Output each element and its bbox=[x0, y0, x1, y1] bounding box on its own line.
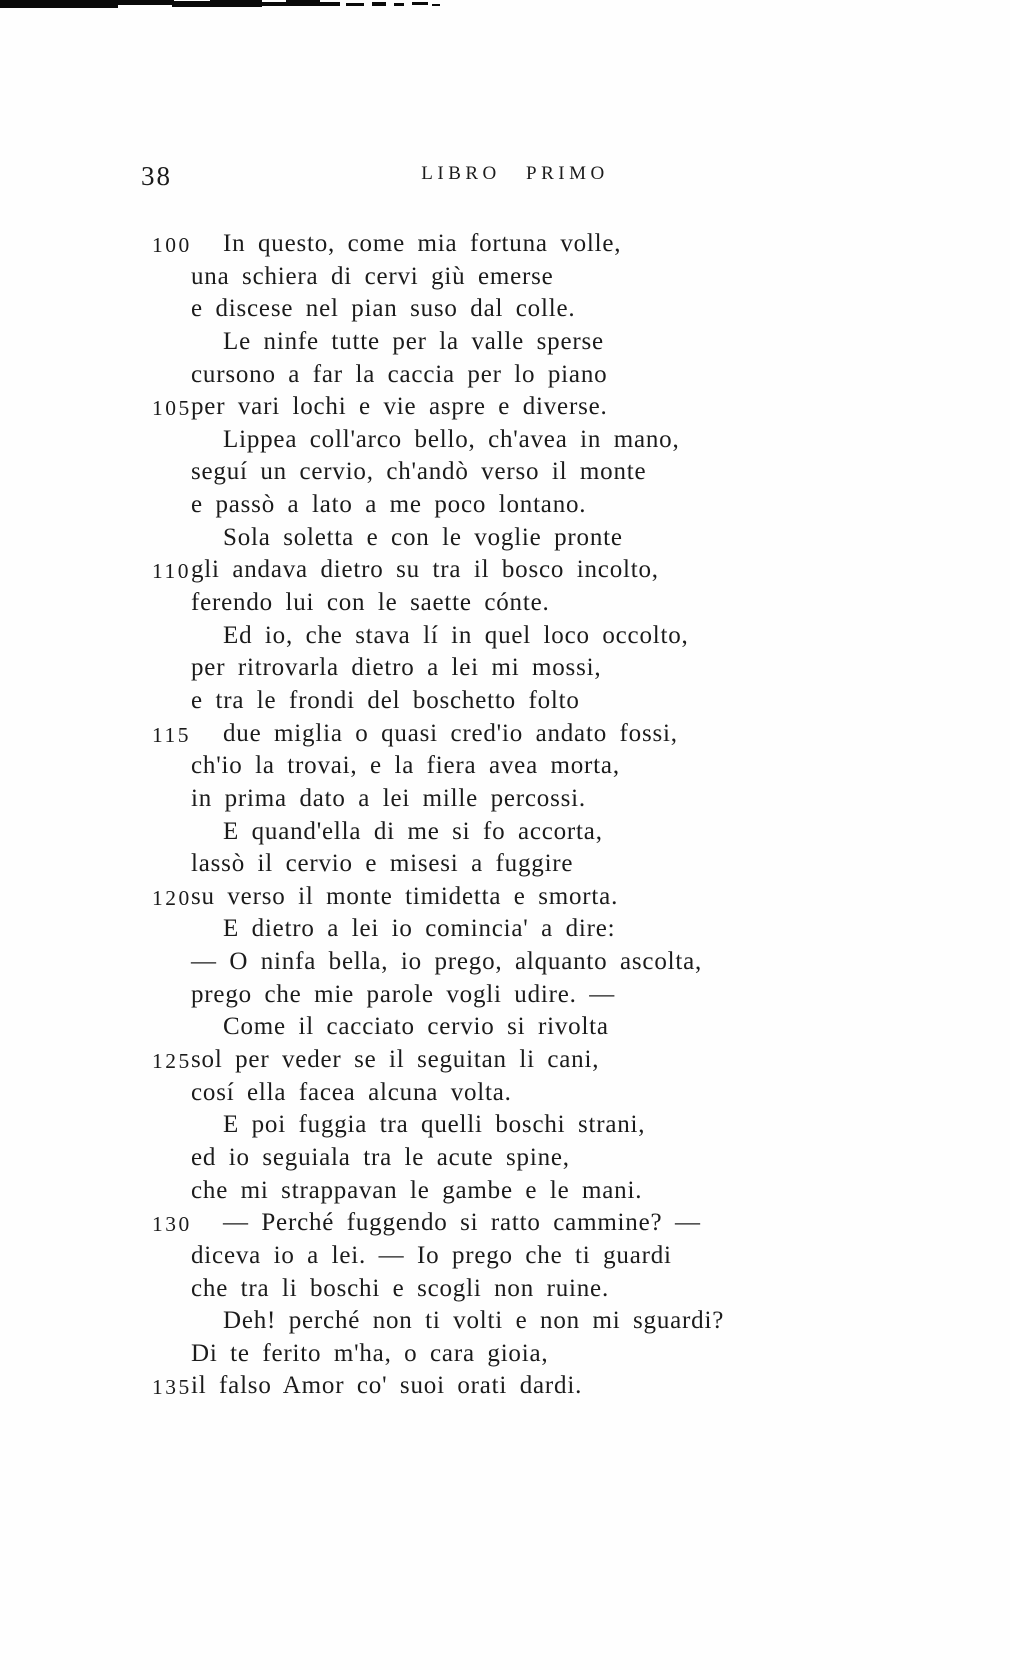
verse-text: una schiera di cervi giù emerse bbox=[191, 262, 554, 290]
verse-text: e discese nel pian suso dal colle. bbox=[191, 295, 576, 323]
verse-number: 135 bbox=[152, 1375, 192, 1400]
verse-text: diceva io a lei. — Io prego che ti guardi bbox=[191, 1241, 672, 1269]
poem-line bbox=[0, 1044, 1010, 1077]
poem-line bbox=[0, 881, 1010, 914]
poem-line bbox=[0, 913, 1010, 946]
poem-line bbox=[0, 750, 1010, 783]
verse-text: Sola soletta e con le voglie pronte bbox=[223, 523, 623, 551]
verse-text: per ritrovarla dietro a lei mi mossi, bbox=[191, 654, 602, 682]
verse-text: lassò il cervio e misesi a fuggire bbox=[191, 850, 574, 878]
verse-text: Lippea coll'arco bello, ch'avea in mano, bbox=[223, 425, 680, 453]
verse-text: — O ninfa bella, io prego, alquanto ascolta, bbox=[191, 948, 703, 976]
poem-line bbox=[0, 816, 1010, 849]
verse-number: 110 bbox=[152, 559, 191, 584]
poem-line bbox=[0, 424, 1010, 457]
poem-line bbox=[0, 554, 1010, 587]
poem-line bbox=[0, 946, 1010, 979]
verse-text: ferendo lui con le saette cónte. bbox=[191, 589, 550, 617]
verse-text: su verso il monte timidetta e smorta. bbox=[191, 882, 619, 910]
poem-line bbox=[0, 685, 1010, 718]
poem-line bbox=[0, 228, 1010, 261]
poem-line bbox=[0, 456, 1010, 489]
verse-text: cursono a far la caccia per lo piano bbox=[191, 360, 608, 388]
verse-number: 120 bbox=[152, 885, 192, 910]
poem-line bbox=[0, 979, 1010, 1012]
verse-text: cosí ella facea alcuna volta. bbox=[191, 1078, 512, 1106]
poem-line bbox=[0, 848, 1010, 881]
poem-line bbox=[0, 261, 1010, 294]
verse-text: ch'io la trovai, e la fiera avea morta, bbox=[191, 752, 620, 780]
verse-text: due miglia o quasi cred'io andato fossi, bbox=[223, 719, 678, 747]
verse-text: Deh! perché non ti volti e non mi sguardi? bbox=[223, 1307, 725, 1335]
poem-line bbox=[0, 1077, 1010, 1110]
verse-text: E quand'ella di me si fo accorta, bbox=[223, 817, 603, 845]
verse-text: il falso Amor co' suoi orati dardi. bbox=[191, 1372, 583, 1400]
verse-number: 105 bbox=[152, 396, 192, 421]
verse-text: E dietro a lei io comincia' a dire: bbox=[223, 915, 616, 943]
poem-line bbox=[0, 1011, 1010, 1044]
verse-number: 100 bbox=[152, 233, 192, 257]
verse-text: seguí un cervio, ch'andò verso il monte bbox=[191, 458, 647, 486]
scan-edge-artifact bbox=[0, 0, 450, 14]
verse-text: ed io seguiala tra le acute spine, bbox=[191, 1143, 570, 1171]
verse-text: e tra le frondi del boschetto folto bbox=[191, 686, 580, 714]
verse-text: prego che mie parole vogli udire. — bbox=[191, 980, 616, 1008]
poem-line bbox=[0, 1142, 1010, 1175]
verse-text: che tra li boschi e scogli non ruine. bbox=[191, 1274, 610, 1302]
poem-line bbox=[0, 1305, 1010, 1338]
verse-text: Le ninfe tutte per la valle sperse bbox=[223, 327, 604, 355]
poem-line bbox=[0, 326, 1010, 359]
verse-text: che mi strappavan le gambe e le mani. bbox=[191, 1176, 643, 1204]
poem-line bbox=[0, 522, 1010, 555]
poem-line bbox=[0, 1240, 1010, 1273]
poem-line bbox=[0, 1370, 1010, 1403]
poem-line bbox=[0, 652, 1010, 685]
poem-line bbox=[0, 620, 1010, 653]
poem-line bbox=[0, 1338, 1010, 1371]
poem-line bbox=[0, 489, 1010, 522]
verse-number: 125 bbox=[152, 1049, 192, 1074]
poem-text bbox=[0, 228, 1010, 1403]
poem-line bbox=[0, 1175, 1010, 1208]
poem-line bbox=[0, 293, 1010, 326]
poem-line bbox=[0, 783, 1010, 816]
page-number: 38 bbox=[141, 161, 172, 191]
verse-text: Come il cacciato cervio si rivolta bbox=[223, 1013, 609, 1041]
poem-line bbox=[0, 718, 1010, 751]
poem-line bbox=[0, 587, 1010, 620]
verse-text: Ed io, che stava lí in quel loco occolto, bbox=[223, 621, 689, 649]
torn-edge-graphic bbox=[0, 0, 450, 14]
verse-text: gli andava dietro su tra il bosco incolto, bbox=[191, 556, 659, 584]
verse-text: e passò a lato a me poco lontano. bbox=[191, 491, 587, 519]
poem-line bbox=[0, 1273, 1010, 1306]
verse-text: per vari lochi e vie aspre e diverse. bbox=[191, 393, 608, 421]
running-title: LIBRO PRIMO bbox=[421, 163, 609, 184]
verse-text: sol per veder se il seguitan li cani, bbox=[191, 1046, 600, 1074]
verse-text: in prima dato a lei mille percossi. bbox=[191, 784, 586, 812]
poem-line bbox=[0, 359, 1010, 392]
poem-line bbox=[0, 391, 1010, 424]
verse-text: In questo, come mia fortuna volle, bbox=[223, 230, 622, 257]
verse-text: E poi fuggia tra quelli boschi strani, bbox=[223, 1111, 646, 1139]
poem-line bbox=[0, 1109, 1010, 1142]
verse-text: — Perché fuggendo si ratto cammine? — bbox=[223, 1209, 701, 1237]
verse-number: 130 bbox=[152, 1212, 192, 1237]
poem-line bbox=[0, 1207, 1010, 1240]
verse-text: Di te ferito m'ha, o cara gioia, bbox=[191, 1339, 549, 1367]
verse-number: 115 bbox=[152, 722, 191, 747]
